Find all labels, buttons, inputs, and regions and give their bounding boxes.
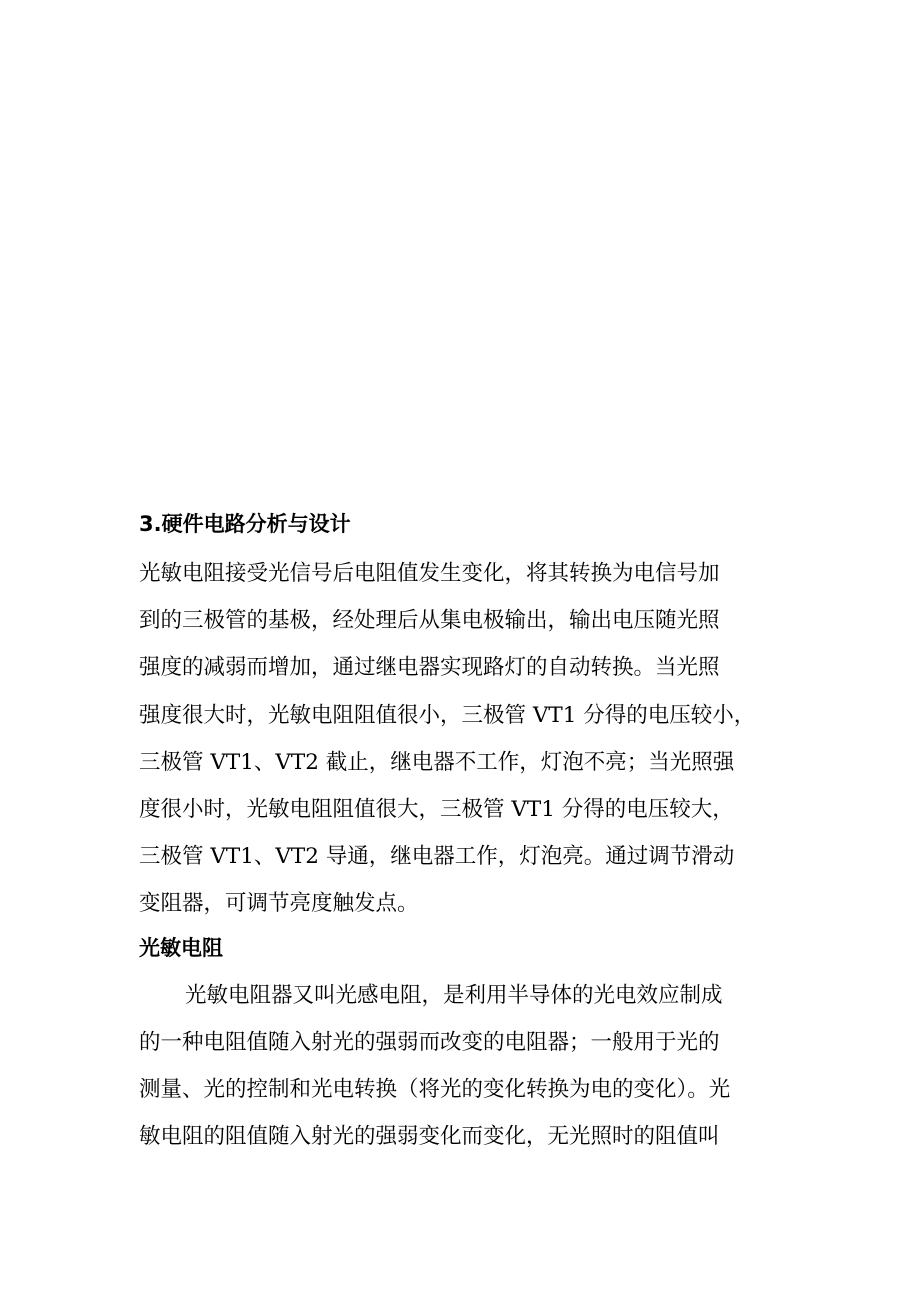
paragraph-line: 的一种电阻值随入射光的强弱而改变的电阻器；一般用于光的 <box>139 1029 720 1055</box>
paragraph-line: 测量、光的控制和光电转换（将光的变化转换为电的变化）。光 <box>139 1076 731 1102</box>
paragraph-line: 三极管 VT1、VT2 导通，继电器工作，灯泡亮。通过调节滑动 <box>139 844 735 870</box>
paragraph-line: 光敏电阻接受光信号后电阻值发生变化，将其转换为电信号加 <box>139 561 720 586</box>
paragraph-line: 三极管 VT1、VT2 截止，继电器不工作，灯泡不亮；当光照强 <box>139 749 735 775</box>
paragraph-line: 光敏电阻器又叫光感电阻，是利用半导体的光电效应制成 <box>185 982 723 1008</box>
paragraph-photoresistor <box>139 972 779 1161</box>
paragraph-line: 度很小时，光敏电阻阻值很大，三极管 VT1 分得的电压较大， <box>139 796 734 822</box>
paragraph-line: 强度很大时，光敏电阻阻值很小，三极管 VT1 分得的电压较小， <box>139 702 756 728</box>
paragraph-line: 敏电阻的阻值随入射光的强弱变化而变化，无光照时的阻值叫 <box>139 1124 720 1150</box>
document-body <box>139 504 779 1160</box>
subheading: 光敏电阻 <box>139 935 223 960</box>
paragraph-line: 强度的减弱而增加，通过继电器实现路灯的自动转换。当光照 <box>139 655 720 681</box>
paragraph-line: 变阻器，可调节亮度触发点。 <box>139 891 419 917</box>
paragraph-line: 到的三极管的基极，经处理后从集电极输出，输出电压随光照 <box>139 608 720 634</box>
paragraph-hardware-analysis <box>139 550 779 928</box>
section-heading: 3.硬件电路分析与设计 <box>139 512 351 536</box>
